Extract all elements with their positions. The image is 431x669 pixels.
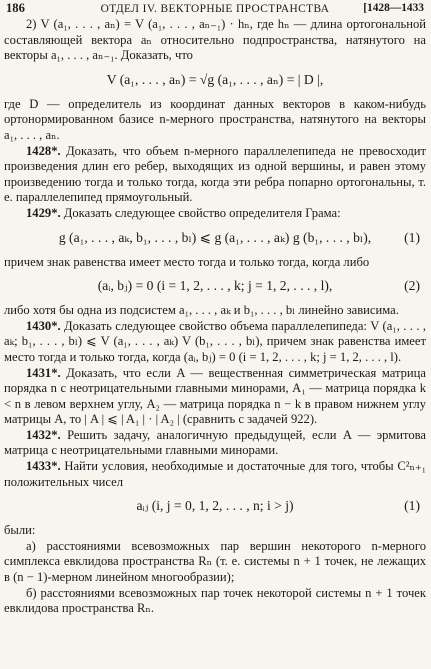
problem-1433 xyxy=(4,459,426,490)
problem-text: Доказать, что если A — вещественная симметрическая матрица порядка n с неотрицательными главными минорами, A₁ — матрица порядка k < n в левом верхнем углу, A₂ — матрица порядка n − k в правом нижнем углу матрицы A, то | A | ⩽ | A₁ | · | A₂ | (сравнить с задачей 922). xyxy=(4,365,426,427)
problem-number: 1430*. xyxy=(26,318,61,333)
problem-text: Доказать следующее свойство определителя Грама: xyxy=(63,205,341,220)
problem-number: 1429*. xyxy=(26,205,61,220)
problem-number: 1428*. xyxy=(26,143,61,158)
formula-distances xyxy=(4,498,426,516)
problem-1428 xyxy=(4,144,426,206)
formula-gram-inequality xyxy=(4,230,426,248)
paragraph-where-d: где D — определитель из координат данных векторов в каком-нибудь ортонормированном базисе n-мерного пространства, натянутого на векторы a₁, . . . , aₙ. xyxy=(4,96,426,142)
problem-range: [1428—1433 xyxy=(363,2,424,14)
problem-text: Найти условия, необходимые и достаточные для того, чтобы C²ₙ₊₁ положительных чисел xyxy=(4,459,426,489)
formula-text: (aᵢ, bⱼ) = 0 (i = 1, 2, . . . , k; j = 1, 2, . . . , l), xyxy=(97,278,333,294)
problem-number: 1433*. xyxy=(26,459,61,474)
paragraph-volume-property: 2) V (a₁, . . . , aₙ) = V (a₁, . . . , aₙ₋₁) · hₙ, где hₙ — длина ортогональной составляющей вектора aₙ относительно подпространства, натянутого на векторы a₁, . . . , aₙ₋₁. Доказать, что xyxy=(4,17,426,63)
problem-text: Доказать, что объем n-мерного параллелепипеда не превосходит произведения длин его ребер, выходящих из одной вершины, и равен этому произведению тогда и только тогда, когда эти ребра попарно ортогональны, т. е. параллелепипед прямоугольный. xyxy=(4,143,426,205)
problem-number: 1431*. xyxy=(26,365,61,380)
page-number: 186 xyxy=(6,1,25,15)
paragraph-equality-condition: причем знак равенства имеет место тогда и только тогда, когда либо xyxy=(4,254,370,269)
problem-number: 1432*. xyxy=(26,427,61,442)
problem-1429 xyxy=(4,206,426,222)
problem-text: Доказать следующее свойство объема параллелепипеда: V (a₁, . . . , aₖ; b₁, . . . , bₗ) ⩽ V (a₁, . . . , aₖ) V (b₁, . . . , bₗ), причем знак равенства имеет место тогда и только тогда, когда (aᵢ, bⱼ) = 0 (i = 1, 2, . . . , k; j = 1, 2, . . . , l). xyxy=(4,318,426,364)
formula-number: (2) xyxy=(404,278,420,294)
problem-text: Решить задачу, аналогичную предыдущей, если A — эрмитова матрица с неотрицательными главными минорами. xyxy=(4,427,426,458)
running-header xyxy=(4,0,426,17)
formula-text: V (a₁, . . . , aₙ) = √g (a₁, . . . , aₙ) = | D |, xyxy=(106,71,324,87)
formula-orthogonality xyxy=(4,278,426,296)
paragraph-linear-dependence: либо хотя бы одна из подсистем a₁, . . . , aₖ и b₁, . . . , bₗ линейно зависима. xyxy=(4,303,399,318)
formula-number: (1) xyxy=(404,229,420,245)
formula-number: (1) xyxy=(404,498,420,514)
paragraph-were: были: xyxy=(4,523,36,538)
formula-text: g (a₁, . . . , aₖ, b₁, . . . , bₗ) ⩽ g (a₁, . . . , aₖ) g (b₁, . . . , bₗ), xyxy=(58,229,372,245)
formula-volume-gram xyxy=(4,72,426,90)
formula-text: aᵢⱼ (i, j = 0, 1, 2, . . . , n; i > j) xyxy=(136,498,294,514)
problem-1431 xyxy=(4,366,426,428)
problem-1432 xyxy=(4,428,426,459)
item-a: а) расстояниями всевозможных пар вершин некоторого n-мерного симплекса евклидова пространства Rₙ (т. е. системы n + 1 точек, не лежащих в (n − 1)-мерном линейном многообразии); xyxy=(4,538,426,585)
chapter-title: ОТДЕЛ IV. ВЕКТОРНЫЕ ПРОСТРАНСТВА xyxy=(100,3,330,15)
item-b: б) расстояниями всевозможных пар точек некоторой системы n + 1 точек евклидова пространства Rₙ. xyxy=(4,585,426,616)
problem-1430 xyxy=(4,319,426,366)
